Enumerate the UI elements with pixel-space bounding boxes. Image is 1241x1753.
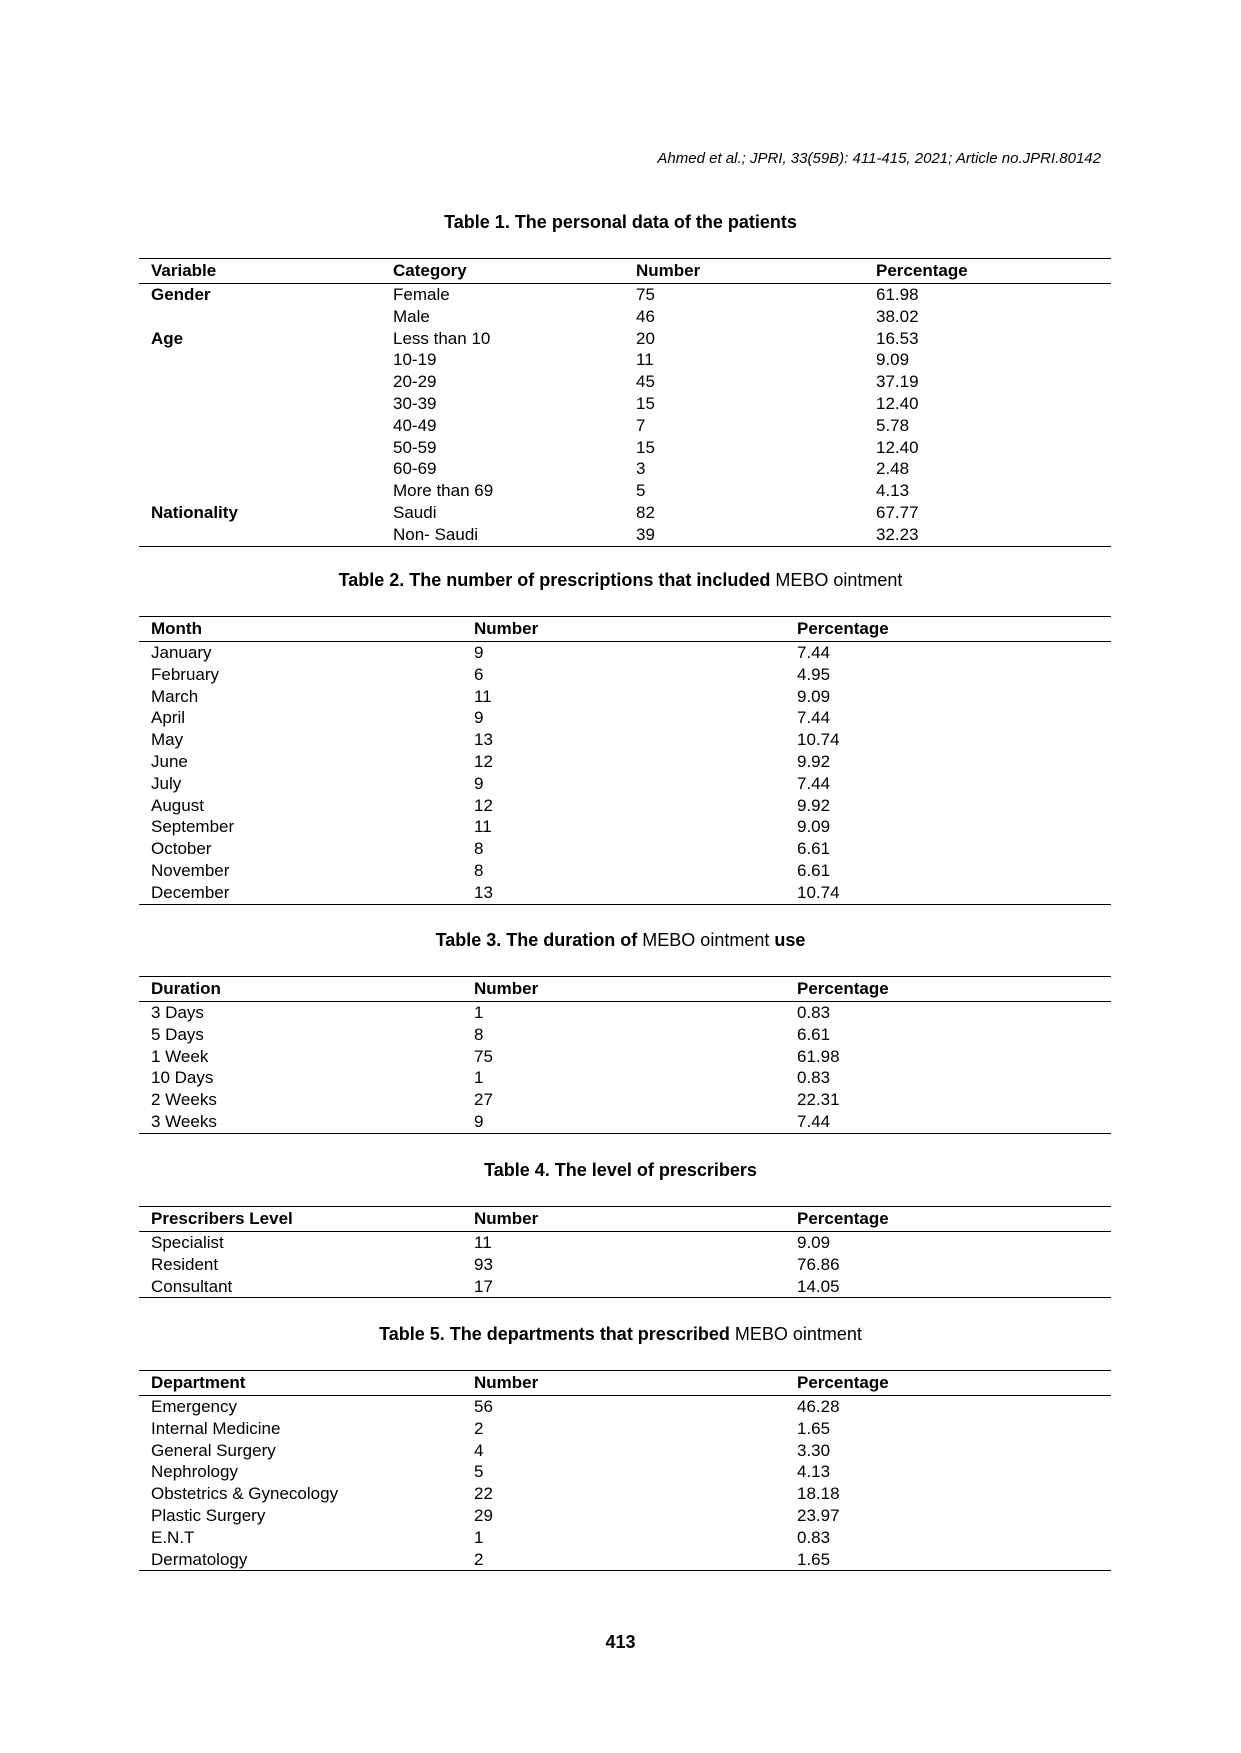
table-cell: 0.83 (797, 1003, 831, 1022)
table-cell: 4 (474, 1440, 484, 1460)
table-cell: 20 (636, 328, 655, 348)
table-cell: 39 (624, 524, 864, 546)
table5-header-1: Number (462, 1371, 785, 1396)
table-cell: 13 (462, 882, 785, 904)
table-cell: 30-39 (393, 393, 437, 413)
table-row (139, 860, 1111, 882)
table4 (139, 1206, 1111, 1298)
table-cell: 9.09 (876, 350, 910, 370)
table-row (139, 1024, 1111, 1046)
table1-header-2: Number (624, 259, 864, 284)
table-cell: April (151, 708, 186, 728)
table-row (139, 1483, 1111, 1505)
table1-caption: Table 1. The personal data of the patients (444, 212, 797, 232)
table-cell: 5 (474, 1462, 484, 1482)
page-number: 413 (605, 1632, 636, 1652)
table1-header-0: Variable (139, 259, 381, 284)
table-cell: 60-69 (393, 459, 437, 479)
table-cell: 37.19 (876, 372, 919, 392)
table2-header-0: Month (139, 617, 462, 642)
table-cell: 75 (636, 285, 655, 304)
table-row (139, 707, 1111, 729)
table-cell: 40-49 (393, 415, 437, 435)
table-cell: March (151, 686, 199, 706)
table-cell: 45 (636, 372, 655, 392)
table-row (139, 642, 1111, 664)
table-cell: General Surgery (151, 1440, 276, 1460)
table-row (139, 1549, 1111, 1571)
table-cell: Resident (151, 1254, 219, 1274)
table-cell: 16.53 (876, 328, 919, 348)
table-cell: 3 Days (151, 1003, 204, 1022)
table-row (139, 349, 1111, 371)
table1-header-3: Percentage (864, 259, 1111, 284)
table-cell: 10-19 (393, 350, 437, 370)
table-row (139, 838, 1111, 860)
table4-header-0: Prescribers Level (139, 1207, 462, 1232)
table4-header-1: Number (462, 1207, 785, 1232)
table1-header-1: Category (381, 259, 624, 284)
table4-caption: Table 4. The level of prescribers (484, 1160, 757, 1180)
table-cell: 23.97 (797, 1505, 840, 1525)
table-row (139, 729, 1111, 751)
table-cell: 20-29 (393, 372, 437, 392)
table-cell: 10.74 (797, 730, 840, 750)
table-cell: 2 (474, 1418, 484, 1438)
table-cell: 6.61 (797, 860, 831, 880)
table-row (139, 751, 1111, 773)
table-cell: 9 (474, 643, 484, 662)
table-cell: 1.65 (797, 1418, 831, 1438)
running-header: Ahmed et al.; JPRI, 33(59B): 411-415, 2021; Article no.JPRI.80142 (657, 150, 1101, 167)
table-cell: 1.65 (785, 1549, 1111, 1571)
table-cell (139, 393, 381, 415)
table3-header-2: Percentage (785, 977, 1111, 1002)
table2-header-1: Number (462, 617, 785, 642)
table-cell: 2 (462, 1549, 785, 1571)
table-cell: 22.31 (797, 1090, 840, 1110)
table-row (139, 393, 1111, 415)
table-cell: 11 (636, 350, 654, 370)
table-row (139, 284, 1111, 306)
table-cell: 6.61 (797, 1024, 831, 1044)
table-row (139, 1089, 1111, 1111)
table-cell: January (151, 643, 212, 662)
table-cell: Obstetrics & Gynecology (151, 1484, 339, 1504)
table-cell: 5 (636, 481, 646, 501)
table-cell: 2.48 (876, 459, 910, 479)
table-row (139, 1067, 1111, 1089)
table-cell: 82 (636, 502, 655, 522)
table-row (139, 480, 1111, 502)
table-cell: 11 (474, 1233, 492, 1252)
table-cell: 46 (636, 306, 655, 326)
table-cell: Age (151, 328, 184, 348)
table-cell: 3 (636, 459, 646, 479)
table-cell: 46.28 (797, 1397, 840, 1416)
table-cell: 15 (636, 437, 655, 457)
table-cell: 12.40 (876, 393, 919, 413)
table-cell: 4.95 (797, 664, 831, 684)
table-cell: 7.44 (797, 708, 831, 728)
table-row (139, 524, 1111, 546)
table-row (139, 502, 1111, 524)
table-row (139, 1440, 1111, 1462)
table-cell: 7.44 (797, 773, 831, 793)
table-cell: 4.13 (876, 481, 910, 501)
table-cell: December (139, 882, 462, 904)
table-cell: 12 (474, 751, 493, 771)
table-row (139, 795, 1111, 817)
table-row (139, 664, 1111, 686)
table-cell: 8 (474, 839, 484, 859)
table-cell: June (151, 751, 188, 771)
table-cell: 10 Days (151, 1068, 214, 1088)
table2-header-2: Percentage (785, 617, 1111, 642)
table-cell: 10.74 (785, 882, 1111, 904)
table-cell: Emergency (151, 1397, 237, 1416)
table-cell (139, 415, 381, 437)
table-cell: 14.05 (785, 1276, 1111, 1298)
table-row (139, 458, 1111, 480)
table-cell: 50-59 (393, 437, 437, 457)
table-cell: September (151, 817, 235, 837)
table2-caption: Table 2. The number of prescriptions that included MEBO ointment (338, 570, 903, 590)
table-cell: 61.98 (797, 1046, 840, 1066)
table-cell (139, 480, 381, 502)
table-cell: 9 (462, 1111, 785, 1133)
table-row (139, 1111, 1111, 1133)
table-row (139, 371, 1111, 393)
table-cell: 8 (474, 860, 484, 880)
table-cell: 2 Weeks (151, 1090, 217, 1110)
table5 (139, 1370, 1111, 1571)
table-cell: 3.30 (797, 1440, 831, 1460)
table-cell: 9 (474, 708, 484, 728)
table-cell: 3 Weeks (139, 1111, 462, 1133)
table-row (139, 1418, 1111, 1440)
table-cell: October (151, 839, 212, 859)
table-cell: 17 (462, 1276, 785, 1298)
table-cell (139, 524, 381, 546)
table-cell: 5.78 (876, 415, 910, 435)
table-row (139, 686, 1111, 708)
table-cell: 7 (636, 415, 646, 435)
table-cell: Nationality (151, 502, 238, 522)
table-row (139, 882, 1111, 904)
table-cell: Plastic Surgery (151, 1505, 266, 1525)
table-cell (139, 349, 381, 371)
table-cell: 32.23 (864, 524, 1111, 546)
table-cell: 9.92 (797, 795, 831, 815)
table-cell: 1 (474, 1068, 484, 1088)
table-cell: 9.09 (797, 686, 831, 706)
table-cell: 67.77 (876, 502, 919, 522)
table-cell: 1 (474, 1003, 484, 1022)
table-cell: More than 69 (393, 481, 494, 501)
table-row (139, 415, 1111, 437)
table-cell: August (151, 795, 204, 815)
table-cell: 1 Week (151, 1046, 209, 1066)
table-cell: 5 Days (151, 1024, 204, 1044)
table-cell: Female (393, 285, 450, 304)
table-cell: 7.44 (785, 1111, 1111, 1133)
table5-caption: Table 5. The departments that prescribed MEBO ointment (379, 1324, 862, 1344)
table-cell: Dermatology (139, 1549, 462, 1571)
table-cell: November (151, 860, 230, 880)
table-cell: 6.61 (797, 839, 831, 859)
table-cell (139, 437, 381, 459)
table-cell: 9.09 (797, 1233, 831, 1252)
table-cell: 15 (636, 393, 655, 413)
table4-header-2: Percentage (785, 1207, 1111, 1232)
table-row (139, 1254, 1111, 1276)
table-row (139, 816, 1111, 838)
table5-header-0: Department (139, 1371, 462, 1396)
table-cell: 76.86 (797, 1254, 840, 1274)
table-cell: 9 (474, 773, 484, 793)
table-cell: 11 (474, 817, 492, 837)
table-row (139, 1232, 1111, 1254)
table-cell: Non- Saudi (381, 524, 624, 546)
table-cell: Internal Medicine (151, 1418, 281, 1438)
table-cell (139, 458, 381, 480)
table-cell: Consultant (139, 1276, 462, 1298)
table-cell: 61.98 (876, 285, 919, 304)
table-cell: 75 (474, 1046, 493, 1066)
table-cell: 11 (474, 686, 492, 706)
table-cell: E.N.T (151, 1527, 195, 1547)
table3-header-1: Number (462, 977, 785, 1002)
table-cell: Specialist (151, 1233, 224, 1252)
table-cell: 27 (474, 1090, 493, 1110)
table-cell: 0.83 (797, 1527, 831, 1547)
table-cell: 12 (474, 795, 493, 815)
table-row (139, 773, 1111, 795)
table2 (139, 616, 1111, 905)
table-row (139, 1461, 1111, 1483)
table-cell: Male (393, 306, 430, 326)
table-cell: 4.13 (797, 1462, 831, 1482)
table-cell: May (151, 730, 184, 750)
table-cell: 13 (474, 730, 493, 750)
table-cell: 93 (474, 1254, 493, 1274)
table1 (139, 258, 1111, 547)
table-cell: 0.83 (797, 1068, 831, 1088)
table-cell: 8 (474, 1024, 484, 1044)
table-cell: 29 (474, 1505, 493, 1525)
table-row (139, 437, 1111, 459)
table-cell: July (151, 773, 182, 793)
table-cell (139, 371, 381, 393)
table3-header-0: Duration (139, 977, 462, 1002)
table3-caption: Table 3. The duration of MEBO ointment use (435, 930, 806, 950)
table-cell: 22 (474, 1484, 493, 1504)
table5-header-2: Percentage (785, 1371, 1111, 1396)
table-cell: 56 (474, 1397, 493, 1416)
table-row (139, 1002, 1111, 1024)
table-row (139, 1276, 1111, 1298)
table-cell: 38.02 (876, 306, 919, 326)
table-row (139, 1396, 1111, 1418)
table-cell: 1 (474, 1527, 484, 1547)
table-cell: Saudi (393, 502, 437, 522)
table-cell (139, 306, 381, 328)
table-row (139, 306, 1111, 328)
table-cell: Gender (151, 285, 211, 304)
table-cell: February (151, 664, 220, 684)
table-cell: Less than 10 (393, 328, 491, 348)
table-cell: 9.09 (797, 817, 831, 837)
table-cell: 6 (474, 664, 484, 684)
table-row (139, 1505, 1111, 1527)
table-row (139, 328, 1111, 350)
table-cell: 12.40 (876, 437, 919, 457)
table-cell: 9.92 (797, 751, 831, 771)
table-row (139, 1046, 1111, 1068)
table-row (139, 1527, 1111, 1549)
table-cell: Nephrology (151, 1462, 238, 1482)
table-cell: 18.18 (797, 1484, 840, 1504)
table3 (139, 976, 1111, 1134)
table-cell: 7.44 (797, 643, 831, 662)
